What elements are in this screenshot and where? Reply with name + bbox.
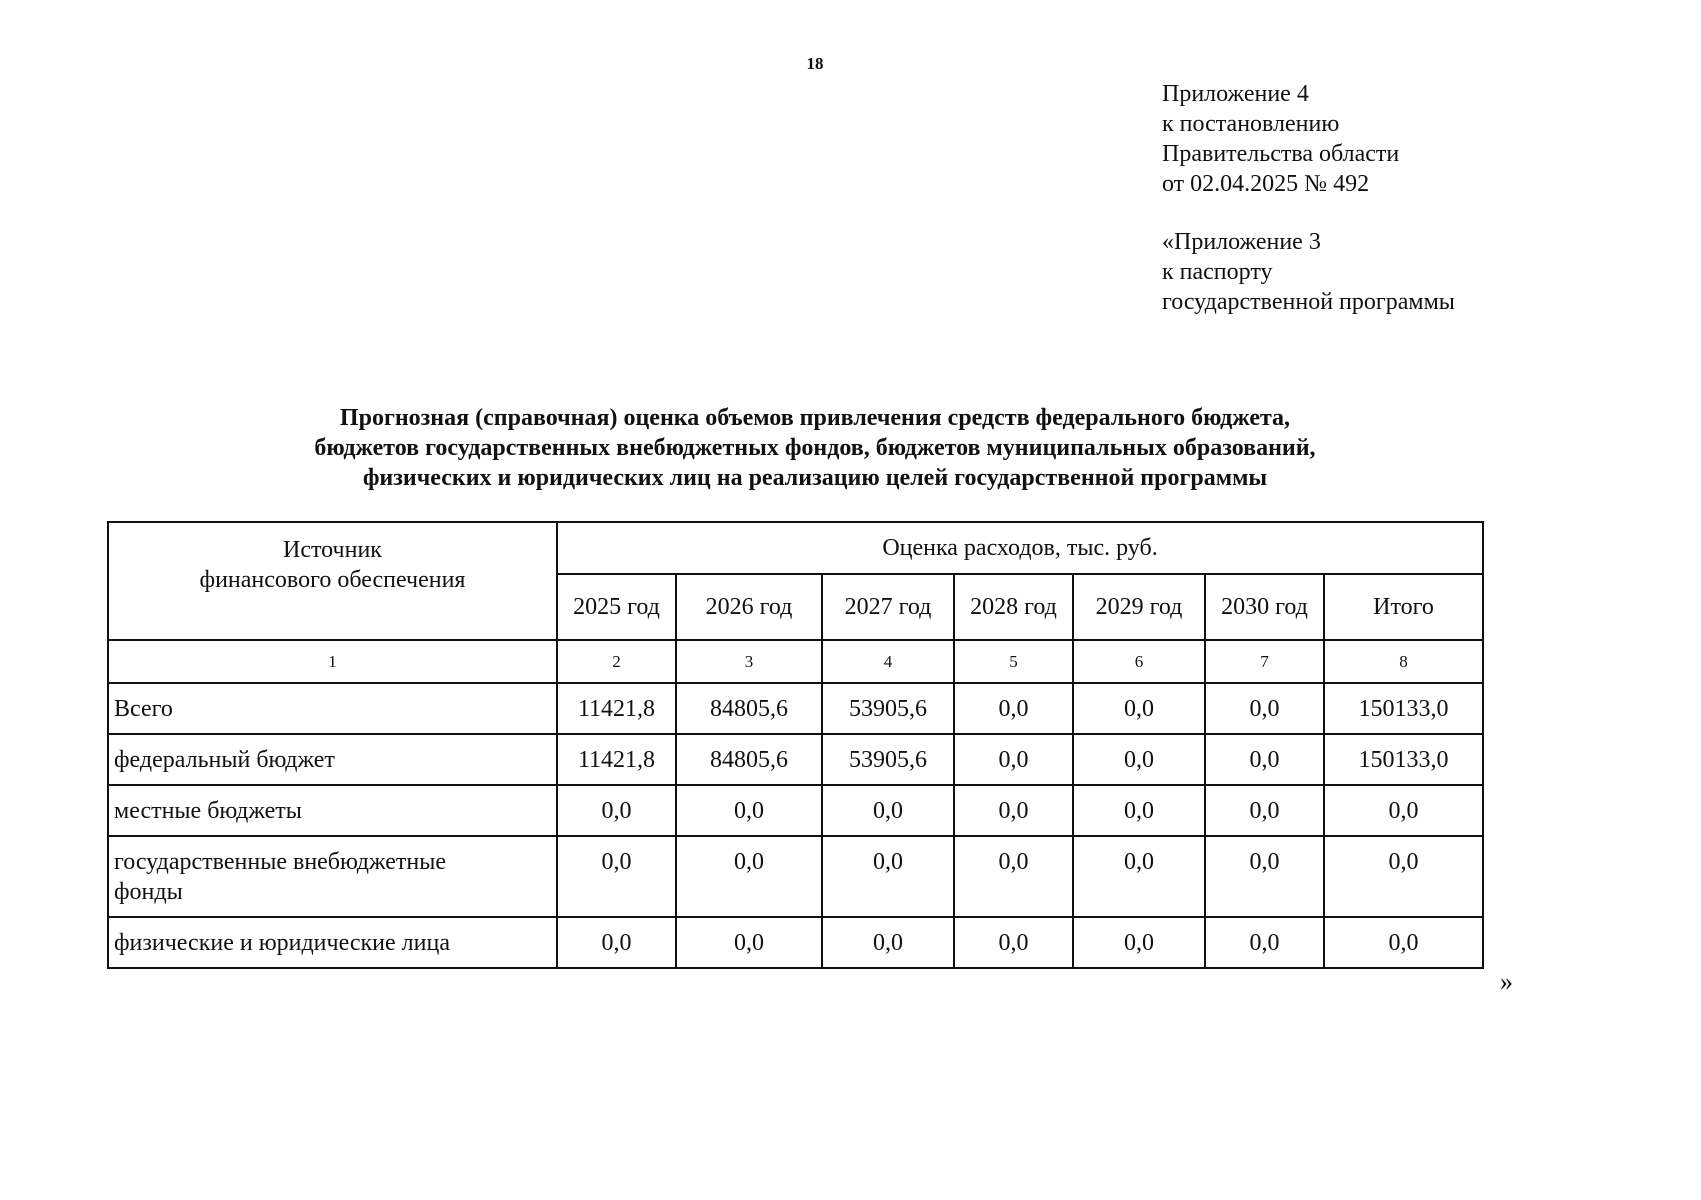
appendix-3-line: к паспорту [1162, 259, 1273, 285]
value-cell: 150133,0 [1324, 683, 1483, 734]
table-row [108, 683, 1483, 734]
title-line: физических и юридических лиц на реализацию целей государственной программы [362, 465, 1268, 491]
value-cell: 0,0 [954, 734, 1073, 785]
value-cell: 0,0 [1205, 785, 1324, 836]
value-cell: 53905,6 [822, 683, 954, 734]
row-label [108, 917, 557, 968]
value-cell: 84805,6 [676, 683, 822, 734]
value-cell: 0,0 [822, 836, 954, 917]
value-cell: 53905,6 [822, 734, 954, 785]
value-cell: 0,0 [1205, 917, 1324, 968]
source-header [108, 522, 557, 640]
column-number-cell: 5 [954, 640, 1073, 683]
value-cell: 0,0 [822, 917, 954, 968]
column-number-cell: 6 [1073, 640, 1205, 683]
value-cell: 0,0 [954, 785, 1073, 836]
table-row [108, 917, 1483, 968]
appendix-3-line: «Приложение 3 [1162, 229, 1321, 255]
closing-quote: » [1500, 967, 1513, 996]
column-number-cell: 7 [1205, 640, 1324, 683]
year-column-header: 2026 год [676, 574, 822, 640]
table-row [108, 836, 1483, 917]
row-label-line: Всего [114, 696, 173, 722]
value-cell: 84805,6 [676, 734, 822, 785]
budget-table-wrapper [107, 521, 1484, 969]
value-cell: 0,0 [1324, 785, 1483, 836]
row-label-line: фонды [114, 879, 183, 905]
value-cell: 0,0 [954, 683, 1073, 734]
year-column-header: 2025 год [557, 574, 676, 640]
value-cell: 0,0 [954, 836, 1073, 917]
value-cell: 150133,0 [1324, 734, 1483, 785]
column-number-cell: 1 [108, 640, 557, 683]
estimate-header: Оценка расходов, тыс. руб. [557, 522, 1483, 574]
value-cell: 11421,8 [557, 734, 676, 785]
table-row [108, 734, 1483, 785]
title-line: бюджетов государственных внебюджетных фондов, бюджетов муниципальных образований, [314, 435, 1316, 461]
row-label [108, 734, 557, 785]
column-number-cell: 8 [1324, 640, 1483, 683]
value-cell: 0,0 [676, 836, 822, 917]
year-column-header: 2029 год [1073, 574, 1205, 640]
value-cell: 11421,8 [557, 683, 676, 734]
source-header-line: Источник [283, 537, 382, 563]
value-cell: 0,0 [1073, 734, 1205, 785]
value-cell: 0,0 [1324, 836, 1483, 917]
year-column-header: 2028 год [954, 574, 1073, 640]
row-label [108, 683, 557, 734]
value-cell: 0,0 [557, 917, 676, 968]
value-cell: 0,0 [1073, 785, 1205, 836]
total-column-header: Итого [1324, 574, 1483, 640]
document-title [90, 403, 1540, 493]
row-label-line: местные бюджеты [114, 798, 302, 824]
year-column-header: 2027 год [822, 574, 954, 640]
appendix-4-reference [1162, 79, 1399, 199]
value-cell: 0,0 [1324, 917, 1483, 968]
value-cell: 0,0 [1205, 683, 1324, 734]
column-number-cell: 2 [557, 640, 676, 683]
appendix-3-line: государственной программы [1162, 289, 1455, 315]
column-number-cell: 4 [822, 640, 954, 683]
value-cell: 0,0 [1073, 836, 1205, 917]
row-label-line: физические и юридические лица [114, 930, 450, 956]
value-cell: 0,0 [1073, 917, 1205, 968]
value-cell: 0,0 [1205, 836, 1324, 917]
column-number-cell: 3 [676, 640, 822, 683]
value-cell: 0,0 [557, 836, 676, 917]
row-label [108, 785, 557, 836]
value-cell: 0,0 [557, 785, 676, 836]
appendix-3-reference [1162, 227, 1455, 317]
value-cell: 0,0 [1073, 683, 1205, 734]
value-cell: 0,0 [1205, 734, 1324, 785]
title-line: Прогнозная (справочная) оценка объемов привлечения средств федерального бюджета, [339, 405, 1291, 431]
appendix-4-line: Приложение 4 [1162, 81, 1309, 107]
appendix-4-line: к постановлению [1162, 111, 1340, 137]
value-cell: 0,0 [676, 785, 822, 836]
appendix-4-line: от 02.04.2025 № 492 [1162, 171, 1370, 197]
page-number: 18 [806, 54, 824, 73]
row-label-line: федеральный бюджет [114, 747, 335, 773]
source-header-line: финансового обеспечения [199, 567, 466, 593]
value-cell: 0,0 [822, 785, 954, 836]
appendix-4-line: Правительства области [1162, 141, 1400, 167]
value-cell: 0,0 [954, 917, 1073, 968]
table-row [108, 785, 1483, 836]
value-cell: 0,0 [676, 917, 822, 968]
budget-table [107, 521, 1484, 969]
row-label-line: государственные внебюджетные [114, 849, 446, 875]
row-label [108, 836, 557, 917]
year-column-header: 2030 год [1205, 574, 1324, 640]
